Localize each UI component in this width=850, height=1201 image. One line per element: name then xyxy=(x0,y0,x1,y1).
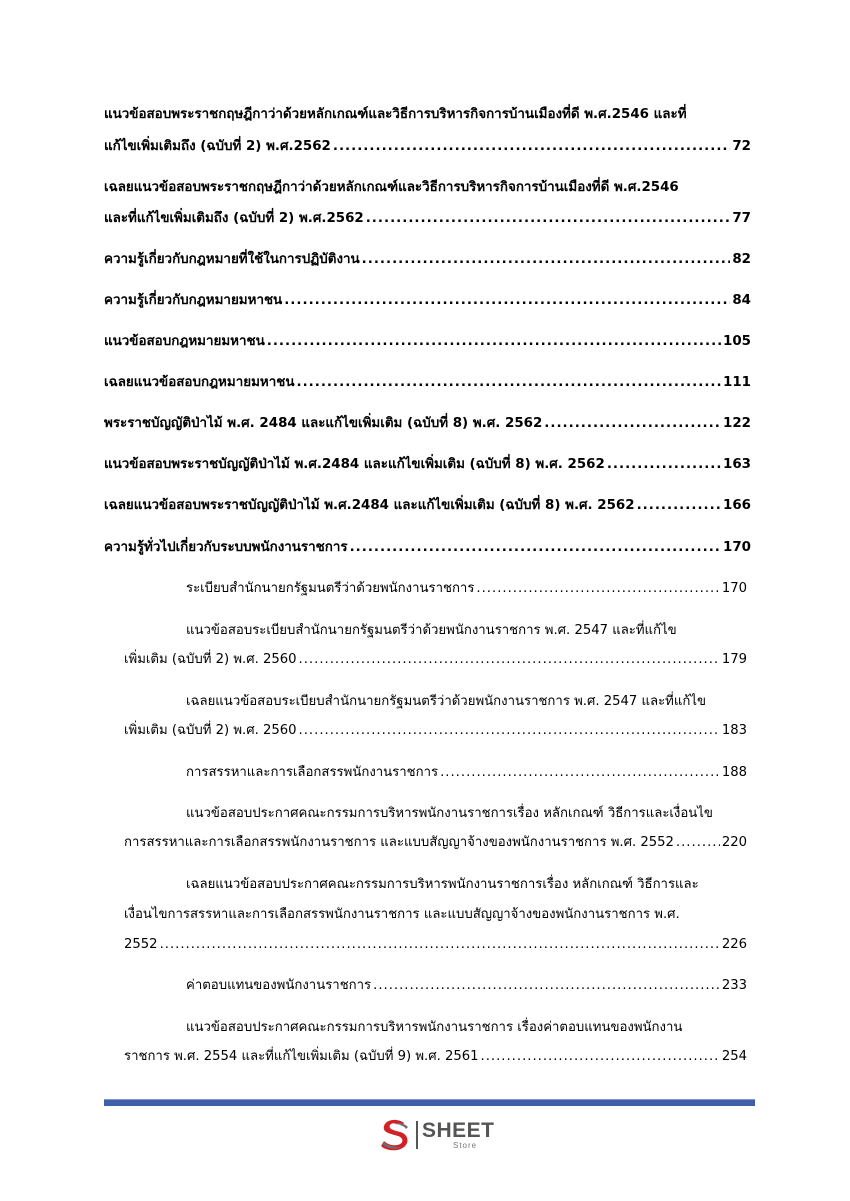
logo-separator xyxy=(416,1121,418,1149)
toc-entry-9[interactable] xyxy=(104,493,751,519)
toc-entry-title: แนวข้อสอบกฎหมายมหาชน xyxy=(104,334,265,349)
toc-page-number: 170 xyxy=(723,540,751,555)
toc-entry-title: พระราชบัญญัติป่าไม้ พ.ศ. 2484 และแก้ไขเพิ่มเติม (ฉบับที่ 8) พ.ศ. 2562 xyxy=(104,416,543,431)
leader-dots xyxy=(366,206,731,232)
leader-dots xyxy=(476,576,719,602)
toc-entry-title: ความรู้เกี่ยวกับกฎหมายที่ใช้ในการปฏิบัติงาน xyxy=(104,252,360,267)
toc-sub-entry-6-line1: เฉลยแนวข้อสอบประกาศคณะกรรมการบริหารพนักงานราชการเรื่อง หลักเกณฑ์ วิธีการและ xyxy=(186,877,699,892)
toc-sub-entry-1[interactable] xyxy=(186,576,747,602)
sheet-store-logo xyxy=(378,1117,498,1153)
leader-dots xyxy=(299,647,720,673)
leader-dots xyxy=(160,932,720,958)
toc-page-number: 226 xyxy=(721,937,747,952)
toc-entry-7[interactable] xyxy=(104,411,751,437)
toc-entry-8[interactable] xyxy=(104,452,751,478)
leader-dots xyxy=(284,288,730,314)
toc-sub-entry-6-line2: เงื่อนไขการสรรหาและการเลือกสรรพนักงานราชการ และแบบสัญญาจ้างของพนักงานราชการ พ.ศ. xyxy=(124,907,680,922)
toc-page-number: 82 xyxy=(732,252,751,267)
toc-page-number: 254 xyxy=(721,1049,747,1064)
toc-page-number: 188 xyxy=(721,765,747,780)
leader-dots xyxy=(350,535,721,561)
toc-page-number: 163 xyxy=(723,457,751,472)
toc-page-number: 122 xyxy=(723,416,751,431)
toc-entry-title: 2552 xyxy=(124,937,158,952)
toc-sub-entry-8-line1: แนวข้อสอบประกาศคณะกรรมการบริหารพนักงานราชการ เรื่องค่าตอบแทนของพนักงาน xyxy=(186,1020,683,1035)
toc-sub-entry-8[interactable] xyxy=(124,1044,747,1070)
toc-entry-10[interactable] xyxy=(104,535,751,561)
toc-entry-1-line1: แนวข้อสอบพระราชกฤษฎีกาว่าด้วยหลักเกณฑ์และวิธีการบริหารกิจการบ้านเมืองที่ดี พ.ศ.2546 และที่ xyxy=(104,107,687,122)
leader-dots xyxy=(267,329,721,355)
toc-page-number: 105 xyxy=(723,334,751,349)
toc-entry-title: ระเบียบสำนักนายกรัฐมนตรีว่าด้วยพนักงานราชการ xyxy=(186,581,475,596)
logo-brand-subtext: Store xyxy=(453,1141,478,1150)
toc-sub-entry-4[interactable] xyxy=(186,760,747,786)
toc-entry-title: เพิ่มเติม (ฉบับที่ 2) พ.ศ. 2560 xyxy=(124,652,297,667)
toc-entry-1[interactable] xyxy=(104,134,751,160)
logo-brand-text: SHEET xyxy=(422,1119,495,1142)
toc-entry-title: ราชการ พ.ศ. 2554 และที่แก้ไขเพิ่มเติม (ฉบับที่ 9) พ.ศ. 2561 xyxy=(124,1049,479,1064)
leader-dots xyxy=(544,411,721,437)
toc-page-number: 220 xyxy=(721,835,747,850)
toc-page-number: 179 xyxy=(721,652,747,667)
toc-entry-title: การสรรหาและการเลือกสรรพนักงานราชการ และแบบสัญญาจ้างของพนักงานราชการ พ.ศ. 2552 xyxy=(124,835,674,850)
toc-page-number: 72 xyxy=(732,139,751,154)
toc-page-number: 111 xyxy=(723,375,751,390)
toc-sub-entry-7[interactable] xyxy=(186,973,747,999)
toc-entry-4[interactable] xyxy=(104,288,751,314)
leader-dots xyxy=(373,973,720,999)
leader-dots xyxy=(297,370,722,396)
toc-sub-entry-3-line1: เฉลยแนวข้อสอบระเบียบสำนักนายกรัฐมนตรีว่าด้วยพนักงานราชการ พ.ศ. 2547 และที่แก้ไข xyxy=(186,694,706,709)
toc-sub-entry-3[interactable] xyxy=(124,718,747,744)
toc-entry-title: ค่าตอบแทนของพนักงานราชการ xyxy=(186,978,372,993)
toc-sub-entry-2-line1: แนวข้อสอบระเบียบสำนักนายกรัฐมนตรีว่าด้วยพนักงานราชการ พ.ศ. 2547 และที่แก้ไข xyxy=(186,623,677,638)
toc-entry-title: ความรู้ทั่วไปเกี่ยวกับระบบพนักงานราชการ xyxy=(104,540,348,555)
leader-dots xyxy=(637,493,721,519)
toc-page-number: 170 xyxy=(721,581,747,596)
toc-entry-title: เพิ่มเติม (ฉบับที่ 2) พ.ศ. 2560 xyxy=(124,723,297,738)
toc-sub-entry-5-line1: แนวข้อสอบประกาศคณะกรรมการบริหารพนักงานราชการเรื่อง หลักเกณฑ์ วิธีการและเงื่อนไข xyxy=(186,806,713,821)
leader-dots xyxy=(607,452,721,478)
leader-dots xyxy=(333,134,730,160)
toc-entry-2[interactable] xyxy=(104,206,751,232)
toc-entry-title: และที่แก้ไขเพิ่มเติมถึง (ฉบับที่ 2) พ.ศ.2562 xyxy=(104,211,364,226)
toc-page-number: 77 xyxy=(732,211,751,226)
toc-sub-entry-6[interactable] xyxy=(124,932,747,958)
leader-dots xyxy=(299,718,720,744)
toc-entry-title: แก้ไขเพิ่มเติมถึง (ฉบับที่ 2) พ.ศ.2562 xyxy=(104,139,331,154)
toc-entry-title: เฉลยแนวข้อสอบกฎหมายมหาชน xyxy=(104,375,295,390)
sheet-logo-icon xyxy=(378,1117,412,1153)
leader-dots xyxy=(440,760,720,786)
toc-entry-5[interactable] xyxy=(104,329,751,355)
toc-page-number: 84 xyxy=(732,293,751,308)
toc-entry-title: การสรรหาและการเลือกสรรพนักงานราชการ xyxy=(186,765,439,780)
leader-dots xyxy=(362,247,731,273)
leader-dots xyxy=(481,1044,720,1070)
toc-page-number: 166 xyxy=(723,498,751,513)
toc-entry-title: ความรู้เกี่ยวกับกฎหมายมหาชน xyxy=(104,293,283,308)
toc-entry-2-line1: เฉลยแนวข้อสอบพระราชกฤษฎีกาว่าด้วยหลักเกณฑ์และวิธีการบริหารกิจการบ้านเมืองที่ดี พ.ศ.2546 xyxy=(104,180,679,195)
toc-entry-3[interactable] xyxy=(104,247,751,273)
toc-entry-title: แนวข้อสอบพระราชบัญญัติป่าไม้ พ.ศ.2484 และแก้ไขเพิ่มเติม (ฉบับที่ 8) พ.ศ. 2562 xyxy=(104,457,605,472)
toc-page-number: 233 xyxy=(721,978,747,993)
toc-entry-title: เฉลยแนวข้อสอบพระราชบัญญัติป่าไม้ พ.ศ.2484 และแก้ไขเพิ่มเติม (ฉบับที่ 8) พ.ศ. 2562 xyxy=(104,498,635,513)
toc-page-number: 183 xyxy=(721,723,747,738)
toc-sub-entry-5[interactable] xyxy=(124,830,747,856)
toc-sub-entry-2[interactable] xyxy=(124,647,747,673)
toc-entry-6[interactable] xyxy=(104,370,751,396)
leader-dots xyxy=(676,830,720,856)
footer-divider-bar xyxy=(104,1099,755,1106)
